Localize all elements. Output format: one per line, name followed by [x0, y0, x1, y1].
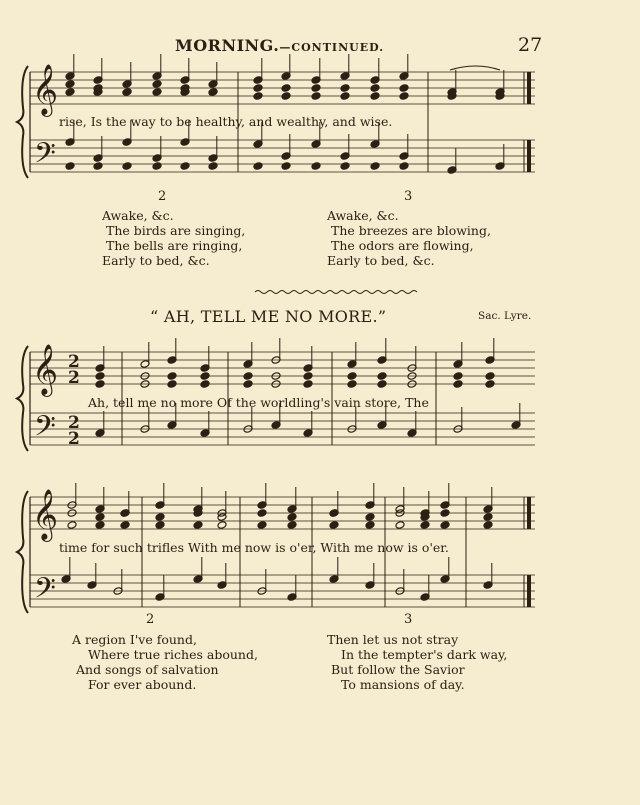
bass-clef: 𝄢 [34, 137, 56, 177]
verse-line: Then let us not stray [327, 632, 459, 647]
note-head [281, 84, 291, 93]
note-head [208, 88, 218, 97]
note-head [483, 513, 493, 522]
verse-line: Early to bed, &c. [327, 253, 435, 268]
final-bar-thick [527, 575, 531, 607]
note-head [155, 521, 165, 530]
note-head [200, 372, 210, 381]
note-head [167, 380, 177, 389]
verse-line: In the tempter's dark way, [341, 647, 508, 662]
note-head [257, 509, 267, 518]
note-head [303, 380, 313, 389]
note-head [347, 380, 357, 389]
note-head [243, 372, 253, 381]
note-head [95, 380, 105, 389]
note-head [347, 372, 357, 381]
note-head [287, 521, 297, 530]
verse-line: A region I've found, [72, 632, 197, 647]
note-head [370, 162, 380, 171]
lyric-line-1: Ah, tell me no more Of the worldling's vain store, The [88, 395, 429, 410]
note-head [253, 84, 263, 93]
treble-clef: 𝄞 [32, 489, 59, 540]
bass-clef: 𝄢 [34, 572, 56, 612]
note-head [217, 521, 227, 530]
verse-line: To mansions of day. [341, 677, 465, 692]
note-head [399, 84, 409, 93]
note-head [281, 92, 291, 101]
verse-line: For ever abound. [88, 677, 197, 692]
note-head [180, 162, 190, 171]
system-brace [17, 66, 28, 178]
note-head [167, 372, 177, 381]
system-brace [17, 346, 28, 451]
page-title: MORNING.—CONTINUED. [175, 36, 385, 55]
note-head [329, 521, 339, 530]
note-head [155, 513, 165, 522]
note-head [420, 521, 430, 530]
verse-line: And songs of salvation [76, 662, 219, 677]
verse-2-morning [102, 208, 245, 268]
note-head [257, 521, 267, 530]
note-head [340, 162, 350, 171]
final-bar-thick [527, 497, 531, 529]
slur [450, 66, 500, 70]
note-head [65, 80, 75, 89]
note-head [122, 162, 132, 171]
note-head [253, 92, 263, 101]
treble-clef: 𝄞 [32, 64, 59, 115]
final-bar-thick [527, 140, 531, 172]
note-head [485, 372, 495, 381]
note-head [395, 521, 405, 530]
note-head [243, 380, 253, 389]
note-head [152, 88, 162, 97]
verse-line: The birds are singing, [106, 223, 246, 238]
note-head [365, 513, 375, 522]
note-head [377, 372, 387, 381]
note-head [440, 509, 450, 518]
verse-line: Where true riches abound, [88, 647, 258, 662]
note-head [311, 162, 321, 171]
note-head [399, 92, 409, 101]
verse-3-morning [327, 208, 491, 268]
note-head [95, 372, 105, 381]
note-head [340, 92, 350, 101]
note-head [208, 162, 218, 171]
note-head [120, 509, 130, 518]
note-head [122, 88, 132, 97]
note-head [152, 80, 162, 89]
verse-number-3: 3 [404, 189, 413, 204]
song-verse-3 [327, 632, 507, 692]
verse-line: Awake, &c. [102, 208, 174, 223]
note-head [340, 84, 350, 93]
note-head [200, 380, 210, 389]
note-head [370, 84, 380, 93]
note-head [440, 521, 450, 530]
verse-line: But follow the Savior [331, 662, 465, 677]
note-head [453, 372, 463, 381]
note-head [120, 521, 130, 530]
note-head [281, 162, 291, 171]
song-title: “ AH, TELL ME NO MORE.” [150, 307, 387, 326]
note-head [152, 162, 162, 171]
note-head [65, 162, 75, 171]
note-head [377, 380, 387, 389]
note-head [303, 372, 313, 381]
lyric-line-morning: rise, Is the way to be healthy, and wealthy, and wise. [59, 114, 393, 129]
verse-line: The bells are ringing, [106, 238, 243, 253]
note-head [253, 162, 263, 171]
bass-clef: 𝄢 [34, 410, 56, 450]
lyric-line-2: time for such trifles With me now is o'er, With me now is o'er. [59, 540, 449, 555]
note-head [329, 509, 339, 518]
song-verse-number-3: 3 [404, 612, 413, 627]
note-head [365, 521, 375, 530]
treble-clef: 𝄞 [32, 344, 59, 395]
note-head [483, 521, 493, 530]
time-sig-top: 2 [68, 413, 80, 433]
note-head [95, 513, 105, 522]
ornamental-divider [255, 291, 417, 294]
note-head [370, 92, 380, 101]
note-head [311, 92, 321, 101]
note-head [65, 88, 75, 97]
system-brace [17, 491, 28, 613]
verse-line: Early to bed, &c. [102, 253, 210, 268]
note-head [67, 521, 77, 530]
verse-line: The breezes are blowing, [331, 223, 491, 238]
time-sig-top: 2 [68, 352, 80, 372]
time-sig-bottom: 2 [68, 368, 80, 388]
verse-line: The odors are flowing, [331, 238, 474, 253]
note-head [399, 162, 409, 171]
note-head [453, 380, 463, 389]
song-verse-number-2: 2 [146, 612, 155, 627]
note-head [287, 513, 297, 522]
note-head [485, 380, 495, 389]
song-source: Sac. Lyre. [478, 310, 532, 322]
verse-number-2: 2 [158, 189, 167, 204]
note-head [95, 521, 105, 530]
final-bar-thick [527, 72, 531, 104]
time-sig-bottom: 2 [68, 429, 80, 449]
song-verse-2 [72, 632, 258, 692]
note-head [93, 162, 103, 171]
note-head [311, 84, 321, 93]
page-number: 27 [518, 34, 543, 56]
note-head [193, 521, 203, 530]
verse-line: Awake, &c. [327, 208, 399, 223]
